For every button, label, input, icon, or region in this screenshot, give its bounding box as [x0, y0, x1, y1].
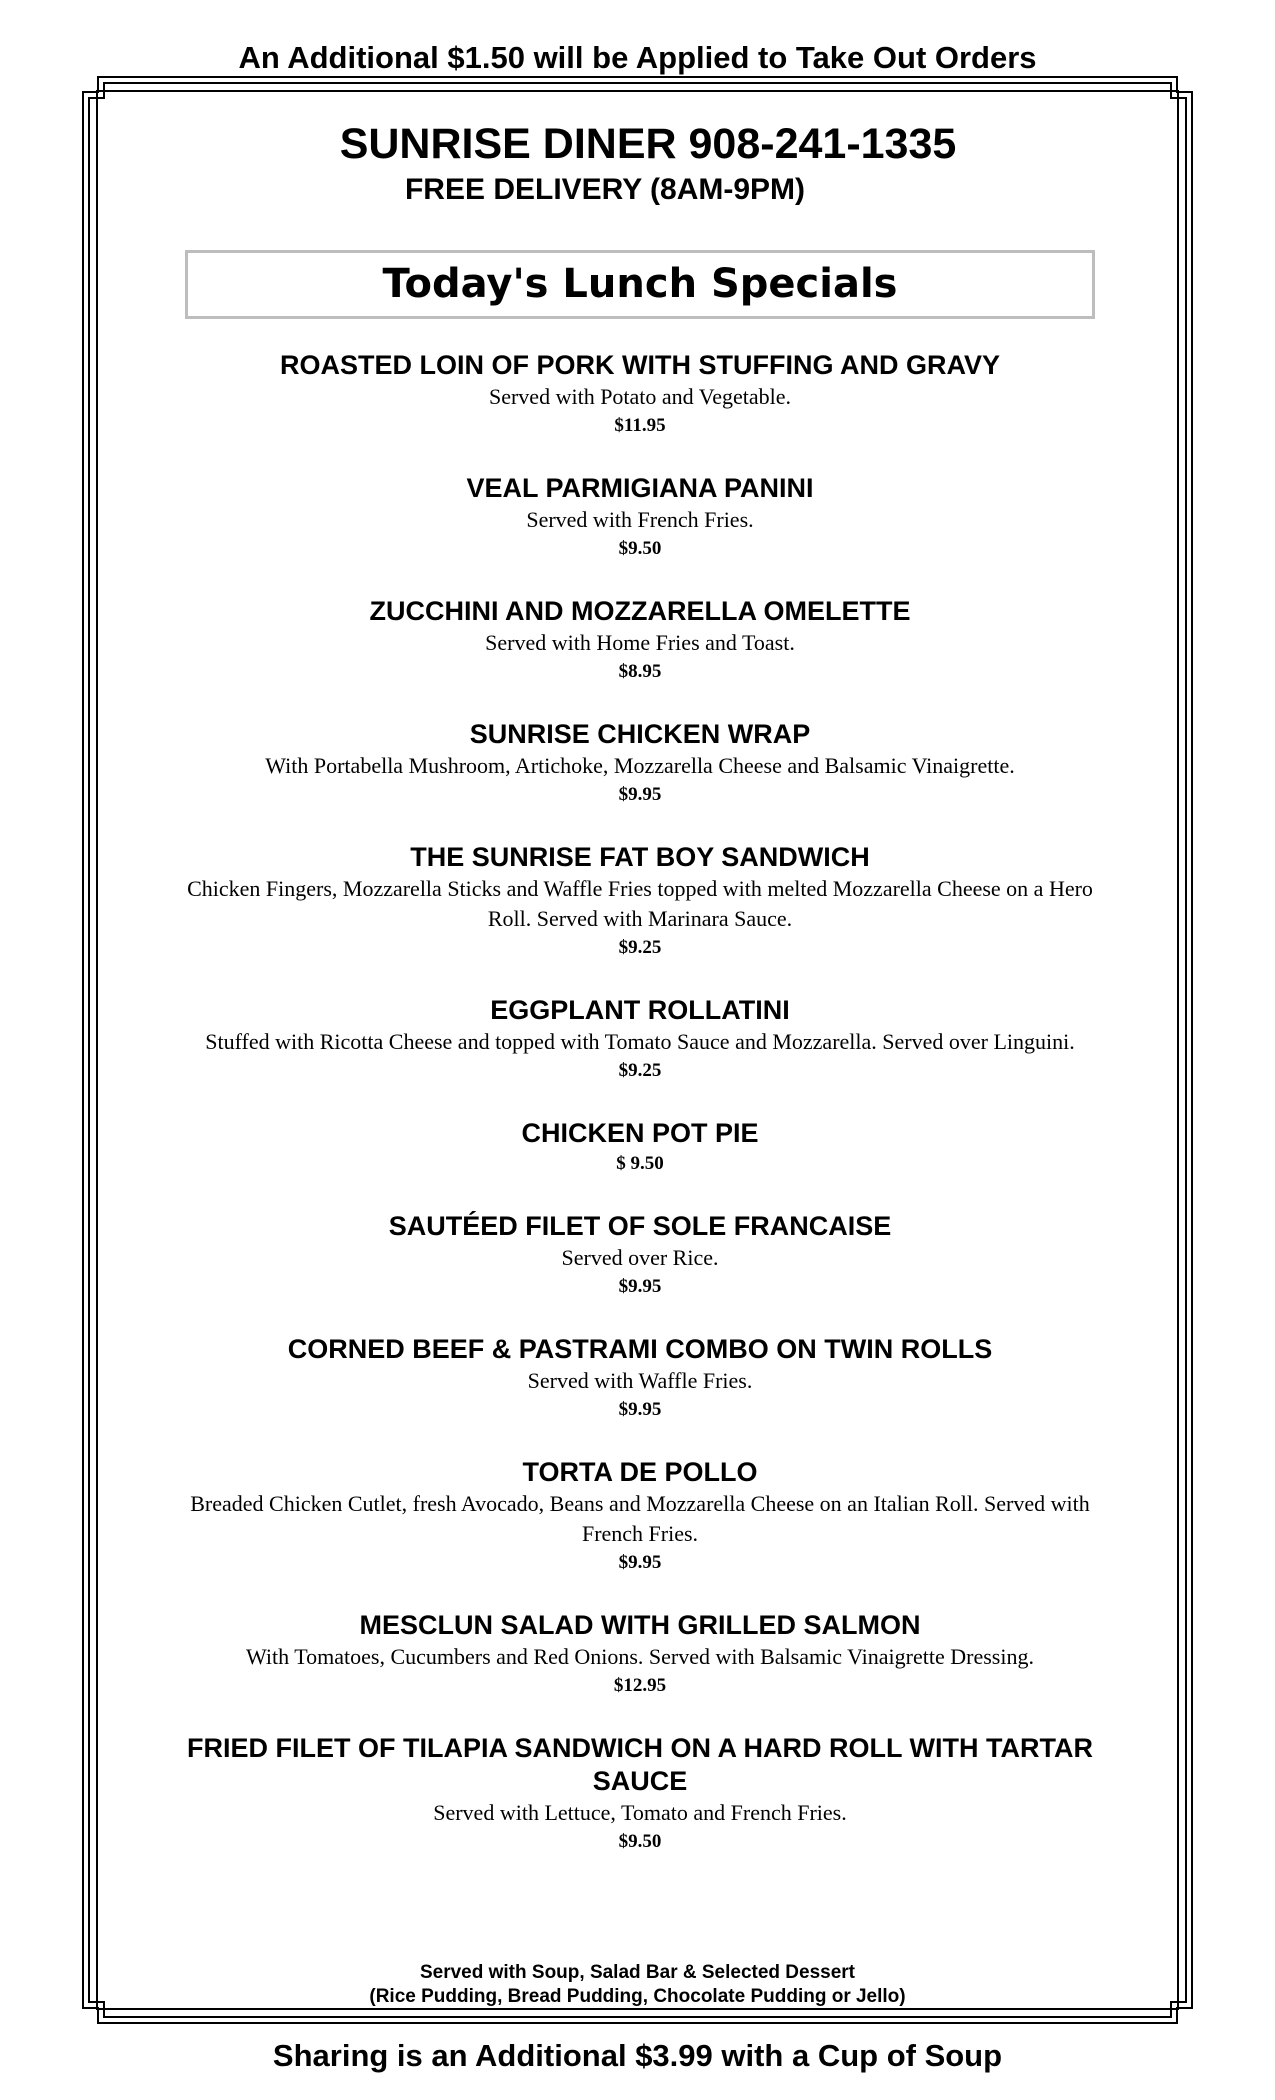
menu-item-description: Served with French Fries.: [526, 507, 754, 532]
menu-item: [120, 1117, 1160, 1178]
menu-item: [120, 1732, 1160, 1856]
menu-item-price: $9.25: [618, 1060, 662, 1081]
delivery-hours: FREE DELIVERY (8AM-9PM): [404, 173, 806, 206]
menu-item-price: $12.95: [613, 1675, 667, 1696]
menu-item-description: Served with Lettuce, Tomato and French Fries.: [433, 1800, 847, 1825]
menu-item-name: VEAL PARMIGIANA PANINI: [466, 473, 814, 503]
menu-item-name: CHICKEN POT PIE: [521, 1118, 759, 1148]
menu-item-name: SAUTÉED FILET OF SOLE FRANCAISE: [388, 1211, 892, 1241]
menu-item: [120, 1456, 1160, 1577]
menu-item-description: Served with Home Fries and Toast.: [485, 630, 795, 655]
menu-item: [120, 595, 1160, 686]
menu-item-price: $9.95: [618, 1276, 662, 1297]
menu-item: [120, 841, 1160, 962]
menu-item-description: Stuffed with Ricotta Cheese and topped with Tomato Sauce and Mozzarella. Served over Linguini.: [205, 1029, 1075, 1054]
served-with-note: Served with Soup, Salad Bar & Selected Dessert: [419, 1962, 856, 1983]
menu-item: [120, 994, 1160, 1085]
specials-heading: Today's Lunch Specials: [185, 250, 1095, 319]
menu-item-name: CORNED BEEF & PASTRAMI COMBO ON TWIN ROLLS: [287, 1334, 993, 1364]
menu-item-price: $9.95: [618, 784, 662, 805]
menu-item: [120, 349, 1160, 440]
menu-item-price: $11.95: [614, 415, 666, 436]
menu-item: [120, 1210, 1160, 1301]
menu-item-name: TORTA DE POLLO: [522, 1457, 758, 1487]
menu-item-price: $9.95: [618, 1399, 662, 1420]
takeout-surcharge-notice: An Additional $1.50 will be Applied to Take Out Orders: [238, 40, 1037, 75]
menu-item-description: Served with Potato and Vegetable.: [488, 384, 792, 409]
menu-item-name: ZUCCHINI AND MOZZARELLA OMELETTE: [369, 596, 911, 626]
menu-item-price: $9.95: [618, 1552, 662, 1573]
menu-item: [120, 1333, 1160, 1424]
menu-item: [120, 718, 1160, 809]
menu-item: [120, 1609, 1160, 1700]
menu-item-description: Served over Rice.: [561, 1245, 719, 1270]
menu-item-price: $9.25: [618, 937, 662, 958]
menu-item-description: Chicken Fingers, Mozzarella Sticks and Waffle Fries topped with melted Mozzarella Cheese on a Hero Roll. Served with Marinara Sauce.: [187, 876, 1093, 931]
menu-item-name: MESCLUN SALAD WITH GRILLED SALMON: [359, 1610, 921, 1640]
dessert-options-note: (Rice Pudding, Bread Pudding, Chocolate Pudding or Jello): [369, 1986, 906, 2007]
menu-items-list: [120, 349, 1160, 1856]
menu-content: [120, 118, 1160, 1888]
menu-item-name: ROASTED LOIN OF PORK WITH STUFFING AND GRAVY: [280, 350, 1000, 380]
menu-item-description: With Tomatoes, Cucumbers and Red Onions. Served with Balsamic Vinaigrette Dressing.: [246, 1644, 1034, 1669]
menu-item-price: $ 9.50: [616, 1153, 664, 1174]
menu-item-price: $8.95: [618, 661, 662, 682]
menu-item-description: Breaded Chicken Cutlet, fresh Avocado, Beans and Mozzarella Cheese on an Italian Roll. Served with French Fries.: [190, 1491, 1090, 1546]
menu-item-name: EGGPLANT ROLLATINI: [490, 995, 790, 1025]
menu-item-name: SUNRISE CHICKEN WRAP: [469, 719, 811, 749]
menu-item-name: FRIED FILET OF TILAPIA SANDWICH ON A HARD ROLL WITH TARTAR SAUCE: [187, 1733, 1093, 1796]
menu-item-name: THE SUNRISE FAT BOY SANDWICH: [410, 842, 870, 872]
menu-item: [120, 472, 1160, 563]
menu-item-price: $9.50: [618, 538, 662, 559]
sharing-charge-notice: Sharing is an Additional $3.99 with a Cup of Soup: [272, 2038, 1003, 2073]
diner-name-phone: SUNRISE DINER 908-241-1335: [339, 120, 957, 168]
menu-item-price: $9.50: [618, 1831, 662, 1852]
menu-item-description: With Portabella Mushroom, Artichoke, Mozzarella Cheese and Balsamic Vinaigrette.: [265, 753, 1015, 778]
menu-item-description: Served with Waffle Fries.: [527, 1368, 753, 1393]
